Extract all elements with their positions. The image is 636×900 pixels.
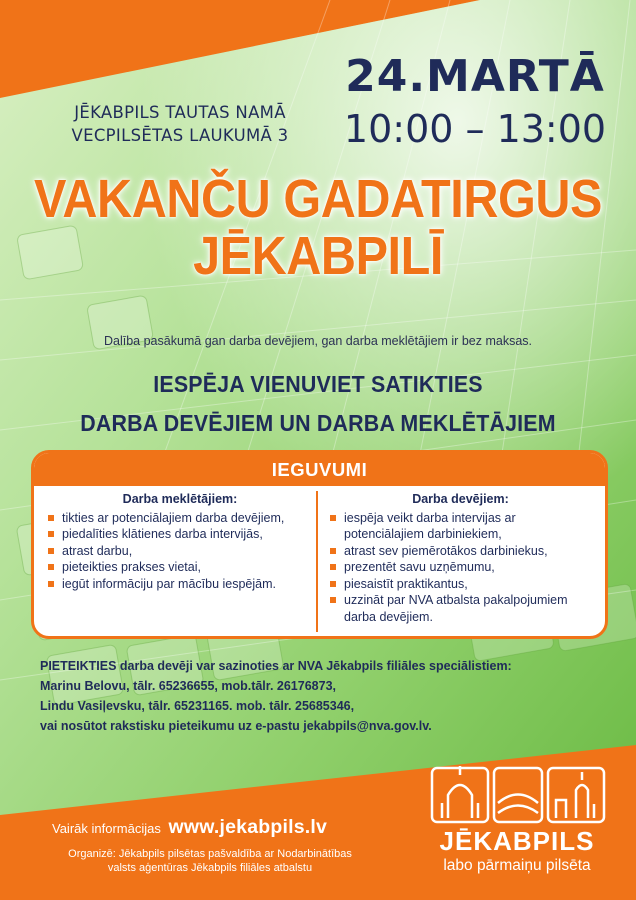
list-item: iegūt informāciju par mācību iespējām. (46, 576, 314, 593)
title-line-2: JĒKABPILĪ (193, 226, 443, 286)
column-divider (316, 491, 318, 632)
contact-line-2: Marinu Belovu, tālr. 65236655, mob.tālr. 26176873, (40, 679, 336, 693)
event-date: 24.MARTĀ (345, 51, 605, 102)
job-seekers-heading: Darba meklētājiem: (122, 492, 238, 506)
logo-slogan: labo pārmaiņu pilsēta (443, 857, 591, 874)
list-item: prezentēt savu uzņēmumu, (328, 559, 593, 576)
venue-line-1: JĒKABPILS TAUTAS NAMĀ (74, 103, 286, 122)
event-title (32, 171, 604, 285)
headline-line-2: DARBA DEVĒJIEM UN DARBA MEKLĒTĀJIEM (80, 410, 556, 436)
job-seekers-column (46, 491, 314, 632)
list-item: atrast darbu, (46, 543, 314, 560)
contact-line-1: PIETEIKTIES darba devēji var sazinoties ar NVA Jēkabpils filiāles speciālistiem: (40, 659, 512, 673)
list-item: tikties ar potenciālajiem darba devējiem, (46, 510, 314, 527)
more-info-label: Vairāk informācijas (52, 821, 161, 836)
contact-line-4: vai nosūtot rakstisku pieteikumu uz e-pastu jekabpils@nva.gov.lv. (40, 719, 432, 733)
venue (46, 101, 314, 147)
list-item: iespēja veikt darba intervijas ar potenciālajiem darbiniekiem, (328, 510, 593, 543)
job-seekers-list (46, 510, 314, 593)
logo-emblem (432, 766, 604, 822)
list-item: uzzināt par NVA atbalsta pakalpojumiem darba devējiem. (328, 592, 593, 625)
contact-info (40, 656, 600, 736)
organizer-note (40, 847, 380, 875)
employers-list (328, 510, 593, 626)
headline-line-1: IESPĒJA VIENUVIET SATIKTIES (153, 371, 483, 397)
organizer-line-2: valsts aģentūras Jēkabpils filiāles atbalstu (107, 862, 313, 874)
list-item: pieteikties prakses vietai, (46, 559, 314, 576)
list-item: piesaistīt praktikantus, (328, 576, 593, 593)
benefits-box (31, 450, 608, 639)
list-item: atrast sev piemērotākos darbiniekus, (328, 543, 593, 560)
event-time: 10:00 – 13:00 (343, 107, 607, 151)
headline (22, 365, 613, 443)
employers-column (328, 491, 593, 632)
benefits-title: IEGUVUMI (34, 453, 605, 486)
venue-line-2: VECPILSĒTAS LAUKUMĀ 3 (71, 126, 289, 145)
organizer-line-1: Organizē: Jēkabpils pilsētas pašvaldība ar Nodarbinātības (68, 848, 352, 860)
list-item: piedalīties klātienes darba intervijās, (46, 526, 314, 543)
employers-heading: Darba devējiem: (412, 492, 509, 506)
participation-note: Dalība pasākumā gan darba devējiem, gan darba meklētājiem ir bez maksas. (103, 334, 532, 348)
logo-name: JĒKABPILS (439, 826, 595, 856)
title-line-1: VAKANČU GADATIRGUS (34, 169, 602, 229)
contact-line-3: Lindu Vasiļevsku, tālr. 65231165. mob. tālr. 25685346, (40, 699, 355, 713)
website-link[interactable]: www.jekabpils.lv (168, 816, 328, 838)
more-info (52, 815, 327, 841)
